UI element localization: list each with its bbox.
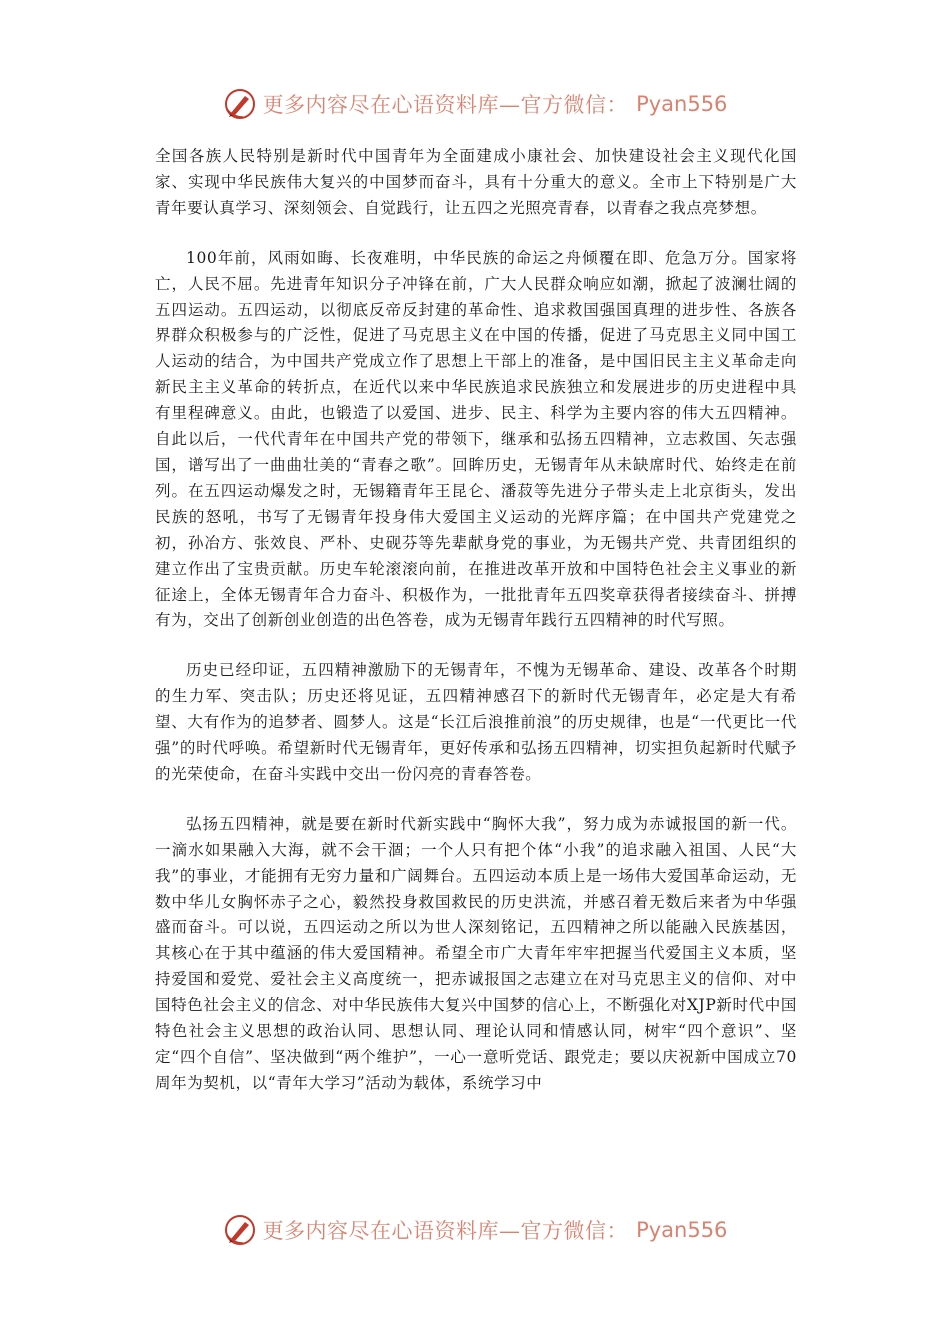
footer-banner	[0, 1208, 950, 1252]
paragraph-1: 全国各族人民特别是新时代中国青年为全面建成小康社会、加快建设社会主义现代化国家、实现中华民族伟大复兴的中国梦而奋斗，具有十分重大的意义。全市上下特别是广大青年要认真学习、深刻领会、自觉践行，让五四之光照亮青春，以青春之我点亮梦想。	[155, 147, 797, 217]
header-banner	[0, 82, 950, 126]
paragraph-3: 历史已经印证，五四精神激励下的无锡青年，不愧为无锡革命、建设、改革各个时期的生力军、突击队；历史还将见证，五四精神感召下的新时代无锡青年，必定是大有希望、大有作为的追梦者、圆梦人。这是“长江后浪推前浪”的历史规律，也是“一代更比一代强”的时代呼唤。希望新时代无锡青年，更好传承和弘扬五四精神，切实担负起新时代赋予的光荣使命，在奋斗实践中交出一份闪亮的青春答卷。	[155, 661, 797, 783]
document-body	[155, 144, 797, 1121]
footer-banner-id: Pyan556	[636, 1218, 728, 1242]
paragraph-2: 100年前，风雨如晦、长夜难明，中华民族的命运之舟倾覆在即、危急万分。国家将亡，人民不屈。先进青年知识分子冲锋在前，广大人民群众响应如潮，掀起了波澜壮阔的五四运动。五四运动，以彻底反帝反封建的革命性、追求救国强国真理的进步性、各族各界群众积极参与的广泛性，促进了马克思主义在中国的传播，促进了马克思主义同中国工人运动的结合，为中国共产党成立作了思想上干部上的准备，是中国旧民主主义革命走向新民主主义革命的转折点，在近代以来中华民族追求民族独立和发展进步的历史进程中具有里程碑意义。由此，也锻造了以爱国、进步、民主、科学为主要内容的伟大五四精神。自此以后，一代代青年在中国共产党的带领下，继承和弘扬五四精神，立志救国、矢志强国，谱写出了一曲曲壮美的“青春之歌”。回眸历史，无锡青年从未缺席时代、始终走在前列。在五四运动爆发之时，无锡籍青年王昆仑、潘菽等先进分子带头走上北京街头，发出民族的怒吼，书写了无锡青年投身伟大爱国主义运动的光辉序篇；在中国共产党建党之初，孙冶方、张效良、严朴、史砚芬等先辈献身党的事业，为无锡共产党、共青团组织的建立作出了宝贵贡献。历史车轮滚滚向前，在推进改革开放和中国特色社会主义事业的新征途上，全体无锡青年合力奋斗、积极作为，一批批青年五四奖章获得者接续奋斗、拼搏有为，交出了创新创业创造的出色答卷，成为无锡青年践行五四精神的时代写照。	[155, 248, 797, 630]
header-banner-id: Pyan556	[636, 92, 728, 116]
pen-circle-icon	[223, 87, 257, 121]
pen-circle-icon	[223, 1213, 257, 1247]
header-banner-text: 更多内容尽在心语资料库—官方微信：	[262, 93, 629, 117]
footer-banner-text: 更多内容尽在心语资料库—官方微信：	[262, 1219, 629, 1243]
paragraph-4: 弘扬五四精神，就是要在新时代新实践中“胸怀大我”，努力成为赤诚报国的新一代。一滴水如果融入大海，就不会干涸；一个人只有把个体“小我”的追求融入祖国、人民“大我”的事业，才能拥有无穷力量和广阔舞台。五四运动本质上是一场伟大爱国革命运动，无数中华儿女胸怀赤子之心，毅然投身救国救民的历史洪流，并感召着无数后来者为中华强盛而奋斗。可以说，五四运动之所以为世人深刻铭记，五四精神之所以能融入民族基因，其核心在于其中蕴涵的伟大爱国精神。希望全市广大青年牢牢把握当代爱国主义本质，坚持爱国和爱党、爱社会主义高度统一，把赤诚报国之志建立在对马克思主义的信仰、对中国特色社会主义的信念、对中华民族伟大复兴中国梦的信心上，不断强化对XJP新时代中国特色社会主义思想的政治认同、思想认同、理论认同和情感认同，树牢“四个意识”、坚定“四个自信”、坚决做到“两个维护”，一心一意听党话、跟党走；要以庆祝新中国成立70周年为契机，以“青年大学习”活动为载体，系统学习中	[155, 814, 797, 1092]
